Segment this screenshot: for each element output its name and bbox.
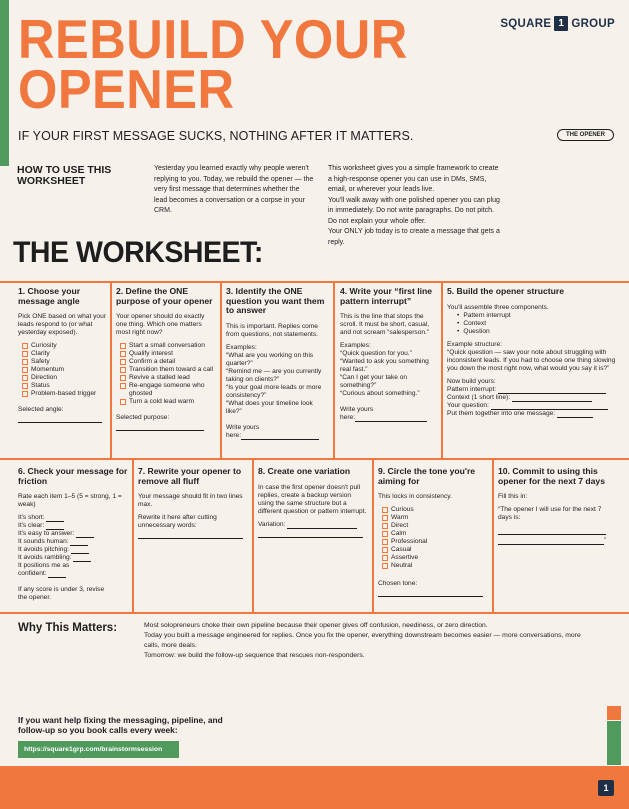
page-subtitle: IF YOUR FIRST MESSAGE SUCKS, NOTHING AFTER IT MATTERS. [18,129,414,143]
section-8: 8. Create one variation In case the first opener doesn't pull replies, create a backup version using the same structure but a different question or pattern interrupt. Variation: [258,467,368,538]
friction-item[interactable]: It sounds human: [18,538,128,546]
purpose-option[interactable]: Re-engage someone who ghosted [120,382,216,398]
section-9-title: 9. Circle the tone you're aiming for [378,466,476,486]
purpose-option[interactable]: Transition them toward a call [120,366,216,374]
why-text: Most solopreneurs choke their own pipeline because their opener gives off confusion, neediness, or zero direction. Today you built a message engineered for replies. Once you fix the opener, everything downstream becomes easier — more conversations, more calls, more deals. Tomorrow: we build the follow-up sequence that rescues non-responders. [144,622,581,659]
grid-divider [0,458,629,460]
booking-link-button[interactable]: https://square1grp.com/brainstormsession [18,741,179,758]
checkbox-icon[interactable] [120,383,126,389]
answer-line[interactable] [498,538,604,545]
tone-option[interactable]: Assertive [382,554,488,562]
tone-option[interactable]: Professional [382,538,488,546]
checkbox-icon[interactable] [120,375,126,381]
angle-option[interactable]: Status [22,382,106,390]
page-title: REBUILD YOUR OPENER [18,8,408,120]
grid-divider [132,458,134,612]
question-field[interactable]: Your question: [447,402,617,410]
accent-bar [0,0,9,166]
section-6: 6. Check your message for friction Rate each item 1–5 (5 = strong, 1 = weak) It's short: It's clear: It's easy to answer: It sounds human: It avoids pitching: It avoids rambling: It positions me as confident: If any score is under 3, revise the opener. [18,466,128,601]
friction-item[interactable]: It's easy to answer: [18,530,128,538]
section-10-title: 10. Commit to using this opener for the next 7 days [498,466,605,486]
checkbox-icon[interactable] [120,367,126,373]
section-1-title: 1. Choose your message angle [18,286,81,306]
why-heading: Why This Matters: [18,622,118,634]
tone-option[interactable]: Calm [382,530,488,538]
context-field[interactable]: Context (1 short line): [447,394,617,402]
checkbox-icon[interactable] [120,343,126,349]
selected-purpose-field[interactable]: Selected purpose: [116,414,170,421]
logo-badge-icon: 1 [554,16,568,31]
grid-divider [441,281,443,458]
checkbox-icon[interactable] [382,523,388,529]
checkbox-icon[interactable] [120,359,126,365]
section-7: 7. Rewrite your opener to remove all fluff Your message should fit in two lines max. Rewrite it here after cutting unnecessary words: [138,467,248,539]
section-2: 2. Define the ONE purpose of your opener Your opener should do exactly one thing. Which one matters most right now? Start a small conversation Qualify interest Confirm a detail Transition them toward a call Revive a stalled lead Re-engage someone who ghosted Turn a cold lead warm Selected purpose: [116,287,216,431]
friction-item[interactable]: It avoids pitching: [18,546,128,554]
section-5: 5. Build the opener structure You'll assemble three components. • Pattern interrupt • Context • Question Example structure: “Quick question — saw your note about struggling with inconsistent leads. If you had to choose one thing slowing you down the most right now, what would you say it is?” Now build yours: Pattern interrupt: Context (1 short line): Your question: Put them together into one message: [447,287,617,418]
angle-option[interactable]: Momentum [22,366,106,374]
angle-option[interactable]: Curiosity [22,342,106,350]
checkbox-icon[interactable] [22,383,28,389]
answer-line[interactable] [258,531,363,538]
checkbox-icon[interactable] [22,343,28,349]
section-9: 9. Circle the tone you're aiming for This locks in consistency. Curious Warm Direct Calm Professional Casual Assertive Neutral Chosen tone: [378,467,488,597]
intro-paragraph-2: This worksheet gives you a simple framework to create a high-response opener you can use in DMs, SMS, email, or wherever your leads live. You'll walk away with one polished opener you can plug in immediately. Do not write paragraphs. Do not pitch. Do not explain your whole offer. Your ONLY job today is to create a message that gets a reply. [328,165,500,246]
checkbox-icon[interactable] [22,391,28,397]
checkbox-icon[interactable] [382,531,388,537]
section-10: 10. Commit to using this opener for the next 7 days Fill this in: “The opener I will use for the next 7 days is: ” [498,467,616,545]
checkbox-icon[interactable] [382,555,388,561]
worksheet-title: THE WORKSHEET: [13,236,263,269]
cta-text: If you want help fixing the messaging, pipeline, and follow-up so you book calls every week: [18,715,223,735]
checkbox-icon[interactable] [382,547,388,553]
friction-item[interactable]: It's short: [18,514,128,522]
section-1: 1. Choose your message angle Pick ONE based on what your leads respond to (or what yesterday exposed). Curiosity Clarity Safety Momentum Direction Status Problem-based trigger Selected angle: [18,287,106,423]
purpose-option[interactable]: Turn a cold lead warm [120,398,216,406]
section-5-title: 5. Build the opener structure [447,286,564,296]
angle-option[interactable]: Clarity [22,350,106,358]
checkbox-icon[interactable] [120,351,126,357]
tone-option[interactable]: Direct [382,522,488,530]
purpose-option[interactable]: Start a small conversation [120,342,216,350]
variation-field[interactable]: Variation: [258,521,368,529]
purpose-option[interactable]: Revive a stalled lead [120,374,216,382]
footer-logo-icon: 1 [598,780,614,796]
friction-item[interactable]: It positions me as confident: [18,562,70,577]
section-6-title: 6. Check your message for friction [18,466,128,486]
angle-option[interactable]: Direction [22,374,106,382]
section-2-title: 2. Define the ONE purpose of your opener [116,286,213,306]
checkbox-icon[interactable] [382,539,388,545]
topic-tag: THE OPENER [557,129,614,141]
selected-angle-field[interactable]: Selected angle: [18,406,64,413]
grid-divider [0,612,629,614]
decor-bar [607,721,621,765]
answer-line[interactable] [138,532,243,539]
section-8-title: 8. Create one variation [258,466,351,476]
intro-paragraph-1: Yesterday you learned exactly why people weren't replying to you. Today, we rebuild the opener — the very first message that determines whether the lead becomes a conversation or a corpse in your CRM. [154,165,314,214]
section-3: 3. Identify the ONE question you want them to answer This is important. Replies come from questions, not statements. Examples: “What are you working on this quarter?” “Remind me — are you currently taking on clients?” “Is your goal more leads or more consistency?” “What does your timeline look like?” Write yours here: [226,287,329,440]
answer-line[interactable] [378,590,483,597]
footer-band [0,766,629,809]
decor-square [607,706,621,720]
answer-line[interactable] [498,528,606,535]
section-3-title: 3. Identify the ONE question you want them to answer [226,286,325,315]
grid-divider [110,281,112,458]
grid-divider [492,458,494,612]
section-4: 4. Write your “first line pattern interrupt” This is the line that stops the scroll. It must be short, casual, and not scream “salesperson.” Examples: “Quick question for you.” “Wanted to ask you something real fast.” “Can I get your take on something?” “Curious about something.” Write yours here: [340,287,437,422]
section-7-title: 7. Rewrite your opener to remove all fluff [138,466,242,486]
checkbox-icon[interactable] [382,507,388,513]
grid-divider [0,281,629,283]
brand-logo: SQUARE 1 GROUP [500,17,615,30]
pattern-interrupt-field[interactable]: Pattern interrupt: [447,386,617,394]
tone-option[interactable]: Casual [382,546,488,554]
tone-option[interactable]: Warm [382,514,488,522]
checkbox-icon[interactable] [22,367,28,373]
tone-option[interactable]: Curious [382,506,488,514]
friction-item[interactable]: It's clear: [18,522,128,530]
purpose-option[interactable]: Confirm a detail [120,358,216,366]
angle-option[interactable]: Safety [22,358,106,366]
grid-divider [252,458,254,612]
angle-option[interactable]: Problem-based trigger [22,390,106,398]
grid-divider [372,458,374,612]
grid-divider [220,281,222,458]
full-message-field[interactable]: Put them together into one message: [447,410,617,418]
answer-line[interactable] [116,424,204,431]
answer-line[interactable] [18,416,102,423]
friction-item[interactable]: It avoids rambling: [18,554,128,562]
chosen-tone-field[interactable]: Chosen tone: [378,580,418,587]
checkbox-icon[interactable] [22,375,28,381]
checkbox-icon[interactable] [22,351,28,357]
section-4-title: 4. Write your “first line pattern interrupt” [340,286,433,306]
checkbox-icon[interactable] [120,399,126,405]
write-interrupt-field[interactable]: Write yours here: [340,406,437,422]
write-question-field[interactable]: Write yours here: [226,424,329,440]
checkbox-icon[interactable] [382,515,388,521]
howto-heading: HOW TO USE THIS WORKSHEET [17,164,112,187]
grid-divider [333,281,335,458]
checkbox-icon[interactable] [22,359,28,365]
purpose-option[interactable]: Qualify interest [120,350,216,358]
tone-option[interactable]: Neutral [382,562,488,570]
checkbox-icon[interactable] [382,563,388,569]
